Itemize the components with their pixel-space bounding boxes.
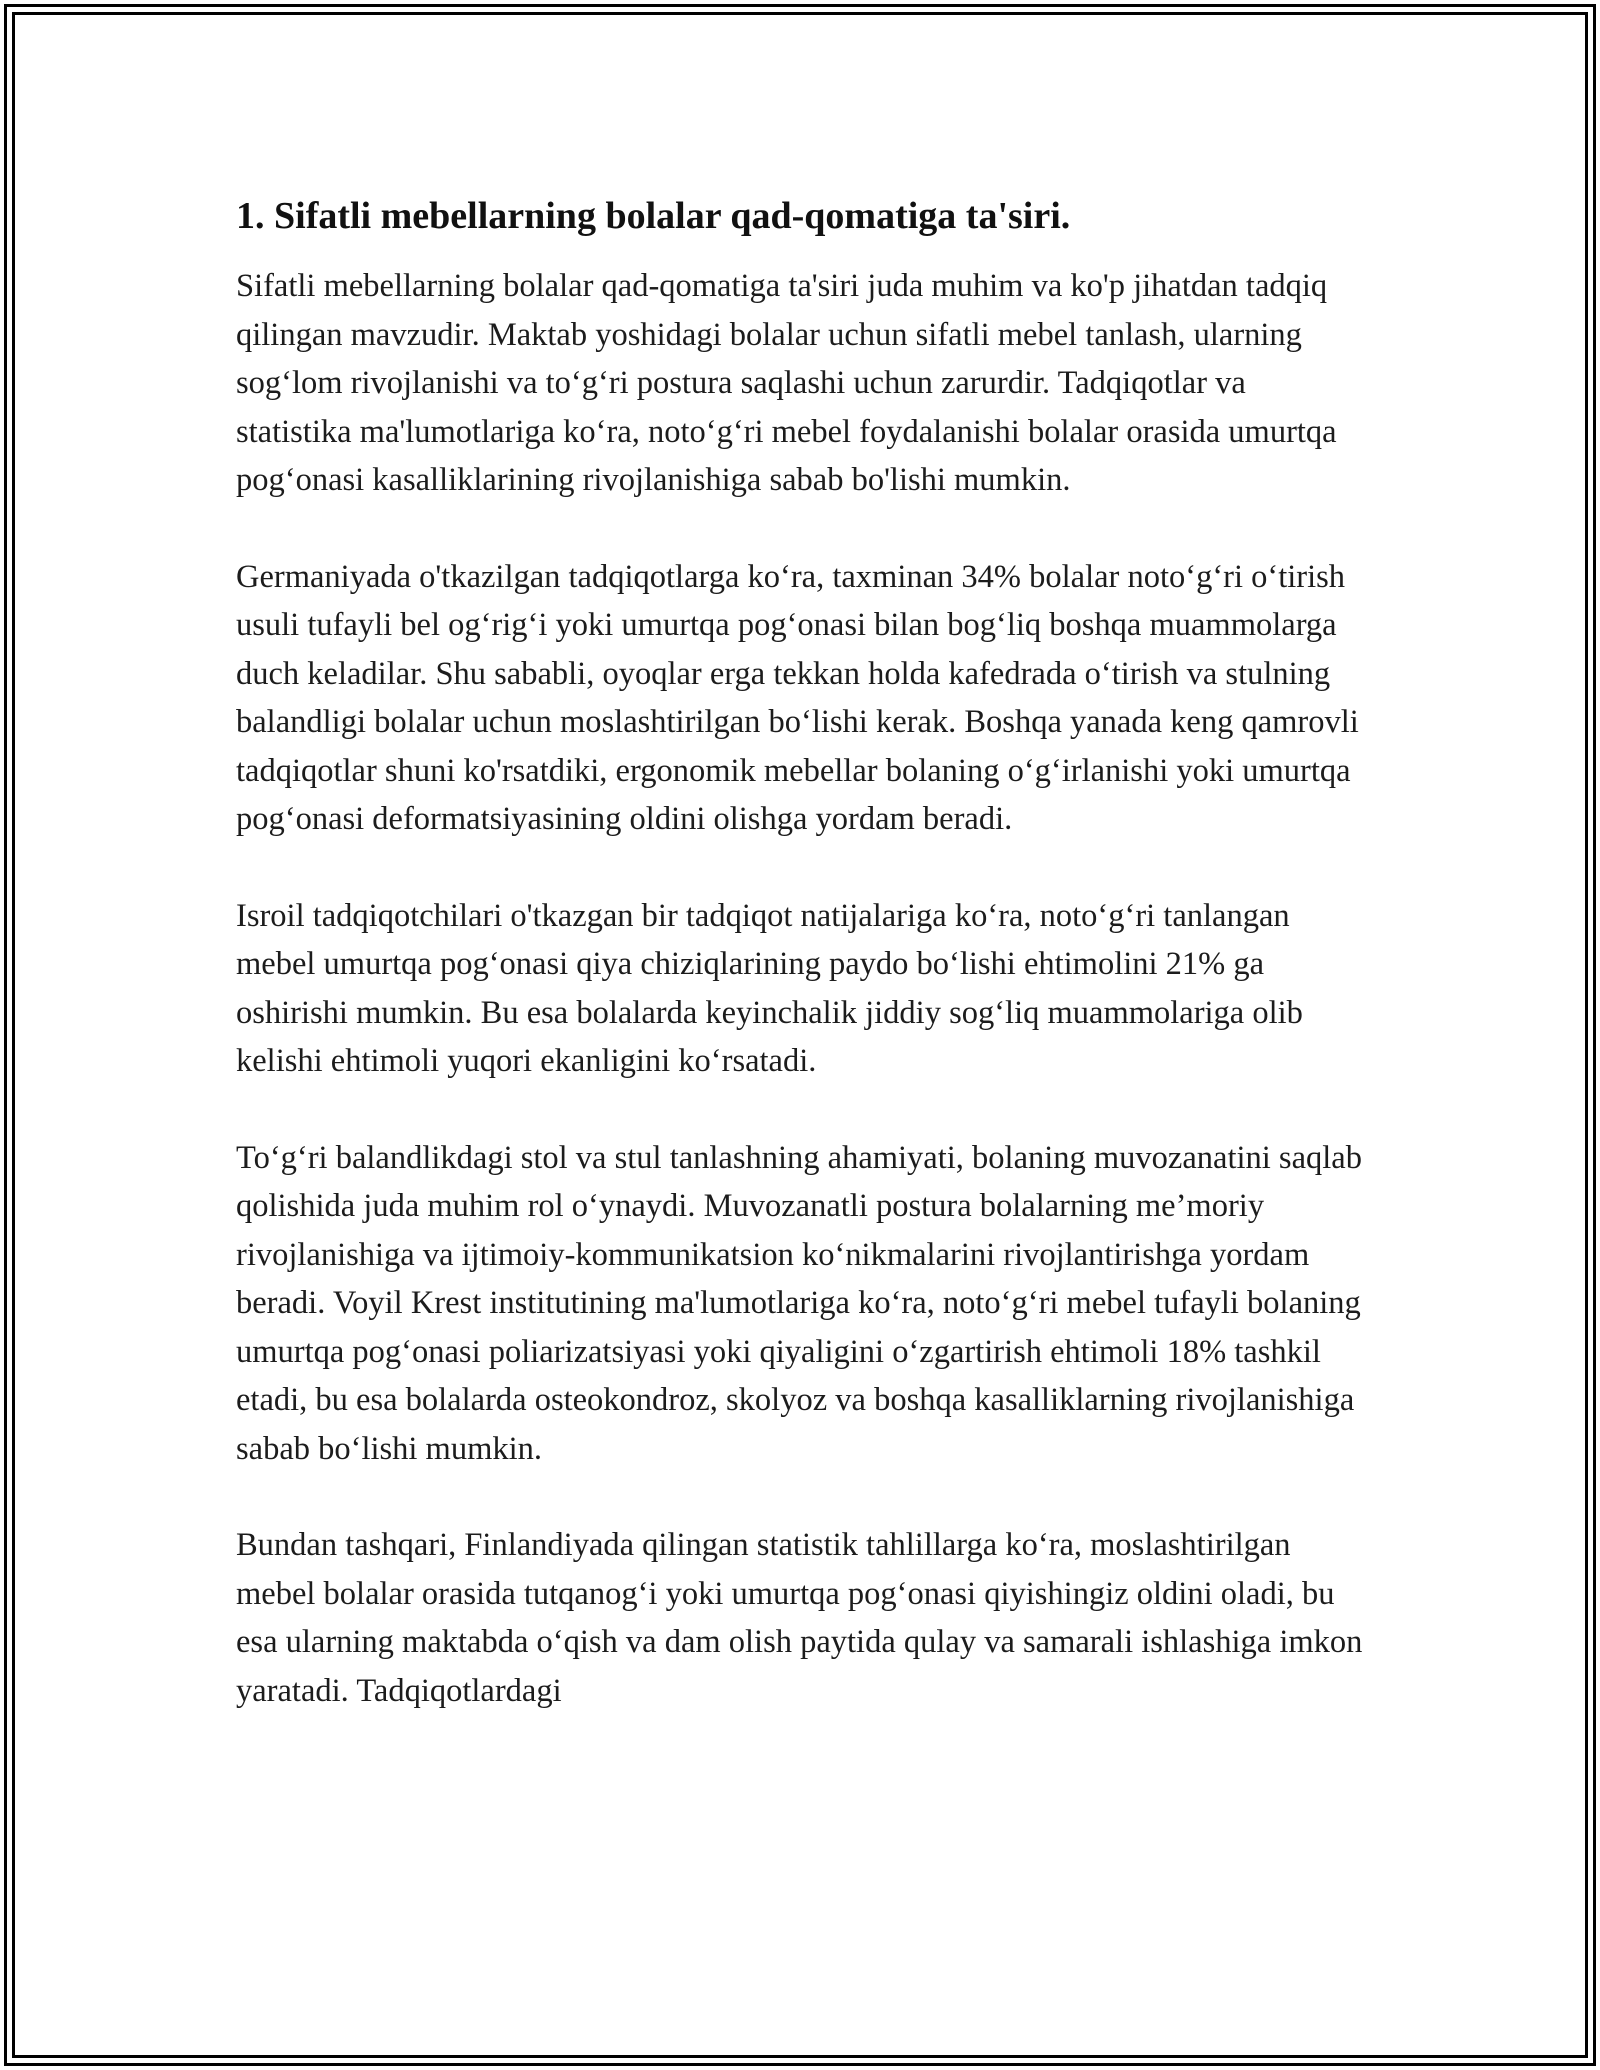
paragraph-germany-study: Germaniyada o'tkazilgan tadqiqotlarga koʻra, taxminan 34% bolalar notoʻgʻri oʻtirish usuli tufayli bel ogʻrigʻi yoki umurtqa pogʻonasi bilan bogʻliq boshqa muammolarga duch keladilar. Shu sababli, oyoqlar erga tekkan holda kafedrada oʻtirish va stulning balandligi bolalar uchun moslashtirilgan boʻlishi kerak. Boshqa yanada keng qamrovli tadqiqotlar shuni ko'rsatdiki, ergonomik mebellar bolaning oʻgʻirlanishi yoki umurtqa pogʻonasi deformatsiyasining oldini olishga yordam beradi.	[236, 558, 1359, 837]
paragraph-israel-study: Isroil tadqiqotchilari o'tkazgan bir tadqiqot natijalariga koʻra, notoʻgʻri tanlangan mebel umurtqa pogʻonasi qiya chiziqlarining paydo boʻlishi ehtimolini 21% ga oshirishi mumkin. Bu esa bolalarda keyinchalik jiddiy sogʻliq muammolariga olib kelishi ehtimoli yuqori ekanligini koʻrsatadi.	[236, 897, 1303, 1079]
paragraph-finland-study: Bundan tashqari, Finlandiyada qilingan statistik tahlillarga koʻra, moslashtirilgan mebel bolalar orasida tutqanogʻi yoki umurtqa pogʻonasi qiyishingiz oldini oladi, bu esa ularning maktabda oʻqish va dam olish paytida qulay va samarali ishlashiga imkon yaratadi. Tadqiqotlardagi	[236, 1527, 1363, 1709]
section-heading: 1. Sifatli mebellarning bolalar qad-qomatiga ta'siri.	[236, 195, 1071, 237]
paragraph-table-chair-height: Toʻgʻri balandlikdagi stol va stul tanlashning ahamiyati, bolaning muvozanatini saqlab qolishida juda muhim rol oʻynaydi. Muvozanatli postura bolalarning me’moriy rivojlanishiga va ijtimoiy-kommunikatsion koʻnikmalarini rivojlantirishga yordam beradi. Voyil Krest institutining ma'lumotlariga koʻra, notoʻgʻri mebel tufayli bolaning umurtqa pogʻonasi poliarizatsiyasi yoki qiyaligini oʻzgartirish ehtimoli 18% tashkil etadi, bu esa bolalarda osteokondroz, skolyoz va boshqa kasalliklarning rivojlanishiga sabab boʻlishi mumkin.	[236, 1139, 1362, 1467]
document-body	[236, 190, 1366, 1763]
paragraph-intro: Sifatli mebellarning bolalar qad-qomatiga ta'siri juda muhim va ko'p jihatdan tadqiq qilingan mavzudir. Maktab yoshidagi bolalar uchun sifatli mebel tanlash, ularning sogʻlom rivojlanishi va toʻgʻri postura saqlashi uchun zarurdir. Tadqiqotlar va statistika ma'lumotlariga koʻra, notoʻgʻri mebel foydalanishi bolalar orasida umurtqa pogʻonasi kasalliklarining rivojlanishiga sabab bo'lishi mumkin.	[236, 268, 1337, 498]
